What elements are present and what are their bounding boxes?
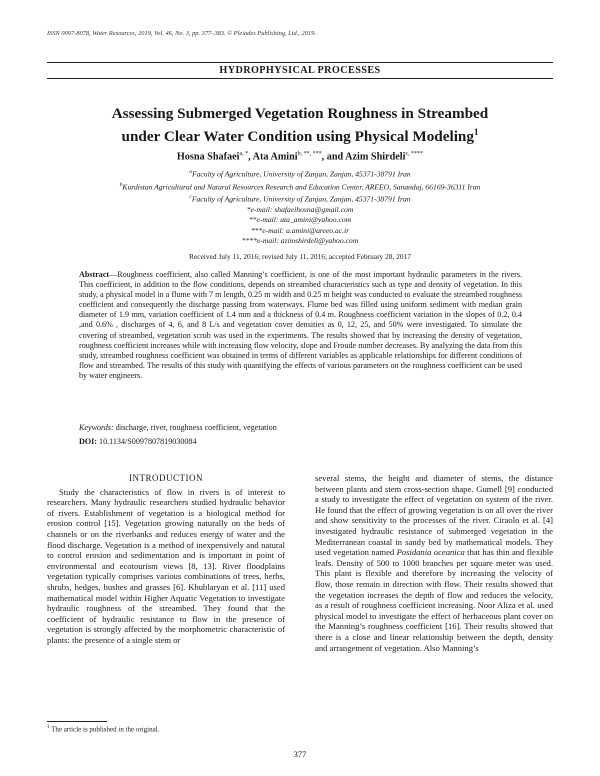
- author-name: Azim Shirdeli: [345, 151, 406, 163]
- paper-title: [60, 104, 540, 146]
- keywords: [79, 423, 522, 432]
- doi-value: 10.1134/S0097807819030084: [97, 437, 197, 446]
- doi: [79, 437, 522, 446]
- footnote-rule: [47, 721, 107, 722]
- author-marks: b, **, ***: [297, 151, 322, 157]
- email-line: ***e-mail: a.amini@areeo.ac.ir: [250, 225, 350, 235]
- affiliations: [47, 167, 553, 246]
- species-name: Posidania oceanica: [396, 547, 465, 558]
- email-line: **e-mail: ata_amini@yahoo.com: [248, 215, 352, 225]
- affiliation-line: $^c$Faculty of Agriculture, University of Zanjan, Zanjan, 45371-38791 Iran: [189, 194, 411, 204]
- footnote-text: The article is published in the original.: [49, 725, 160, 734]
- abstract-label: Abstract: [79, 270, 110, 279]
- received-dates: Received July 11, 2016; revised July 11, 2016; accepted February 28, 2017: [189, 252, 411, 261]
- affiliation-line: $^a$Faculty of Agriculture, University of Zanjan, Zanjan, 45371-38791 Iran: [189, 169, 411, 179]
- title-line-2: under Clear Water Condition using Physical Modeling$^1$: [121, 127, 479, 146]
- doi-label: DOI:: [79, 437, 97, 446]
- author-marks: a, *: [239, 151, 249, 157]
- body-paragraph: Study the characteristics of flow in rivers is of interest to researchers. Many hydraulic researchers studied hydraulic behavior of rivers. Establishment of vegetation is a biological method for erosion control [15]. Vegetation growing naturally on the beds of channels or on the riverbanks and reduces energy of water and the flood discharge. Vegetation is a method of inexpensively and natural to control erosion and sedimentation and is important in point of environmental and ecotourism views [8, 13]. River floodplains vegetation typically comprises various combinations of trees, herbs, shrubs, hedges, bushes and grasses [6]. Khublaryan et al. [11] used mathematical model within Higher Aquatic Vegetation to investigate hydraulic roughness of the streambed. They found that the coefficient of hydraulic resistance to flow in the presence of vegetation is strongly affected by the morphometric characteristic of plants: the presence of a single stem or: [47, 486, 285, 645]
- author-marks: c, ****: [405, 151, 424, 157]
- section-title: HYDROPHYSICAL PROCESSES: [219, 65, 381, 76]
- journal-reference: ISSN 0097-8078, Water Resources, 2019, Vol. 46, No. 3, pp. 377–383. © Pleiades Publishing, Ltd., 2019.: [47, 30, 316, 37]
- right-column: [315, 473, 553, 653]
- section-rule-top: [47, 62, 553, 63]
- author-name: Ata Amini: [252, 151, 298, 163]
- body-paragraph: several stems, the height and diameter of stems, the distance between plants and stem cross-section shape. Gumell [9] conducted a study to investigate the effect of vegetation on system of the river. He found that the effect of growing vegetation is on all over the river and show sensitivity to the processes of the river. Ciraolo et al. [4] investigated hydraulic resistance of submerged vegetation in the Mediterranean coastal in sandy bed by mathematical models. They used vegetation named Posidania oceanica that has thin and flexible leafs. Density of 500 to 1000 branches per square meter was used. This plant is flexible and therefore by increasing the velocity of flow, those remain in direction with flow. Their results showed that the vegetation increases the depth of flow and reduces the velocity, as a result of roughness coefficient increasing. Noor Aliza et al. used physical model to investigate the effect of herbaceous plant cover on the Manning’s roughness coefficient [16]. Their results showed that there is a close and linear relationship between the depth, density and arrangement of vegetation. Also Manning’s: [315, 473, 554, 653]
- email-line: ****e-mail: azimshirdeli@yahoo.com: [241, 235, 359, 245]
- left-column: [47, 473, 285, 646]
- keywords-label: Keywords:: [79, 423, 114, 432]
- author-list: Hosna Shafaei$^{a, *}$, Ata Amini$^{b, **, ***}$, and Azim Shirdeli$^{c, ****}$: [176, 151, 424, 163]
- author-name: Hosna Shafaei: [176, 151, 240, 163]
- title-footnote-mark: 1: [473, 127, 479, 137]
- page-number: 377: [293, 749, 307, 759]
- section-band: [47, 62, 553, 79]
- abstract: [79, 270, 522, 381]
- footnote-mark: 1: [47, 725, 50, 730]
- section-rule-bottom: [47, 78, 553, 79]
- footnote: [47, 725, 159, 733]
- abstract-text: —Roughness coefficient, also called Manning’s coefficient, is one of the most important hydraulic parameters in the rivers. This coefficient, in addition to the flow conditions, depends on streambed characteristics such as type and density of vegetation. In this study, a physical model in a flume with 7 m length, 0.25 m width and 0.25 m height was conducted to evaluate the streambed roughness coefficient and consequently the discharge passing from waterways. Flume bed was filled using uniform sediment with median grain diameter of 1.9 mm, variation coefficient of 1.4 mm and a thickness of 0.4 m. Roughness coefficient variation in the slopes of 0.2, 0.4 ,and 0.6% , discharges of 4, 6, and 8 L/s and vegetation cover densities as 0, 12, 25, and 50% were investigated. To simulate the covering of streambed, vegetation scrub was used in the experiments. The results showed that by increasing the density of vegetation, roughness coefficient increases while with increasing flow velocity, slope and Froude number decreases. By analyzing the data from this study, streambed roughness coefficient was obtained in terms of different variables as applicable relationships for different conditions of flow and streambed. The results of this study with quantifying the effects of various parameters on the roughness coefficient can be used by water engineers.: [79, 270, 522, 380]
- title-line-1: Assessing Submerged Vegetation Roughness in Streambed: [111, 105, 489, 122]
- email-line: *e-mail: shafaeihosna@gmail.com: [246, 205, 354, 215]
- affiliation-line: $^b$Kurdistan Agricultural and Natural Resources Research and Education Center, AREEO, Sanandaj, 66169-36311 Iran: [119, 181, 481, 192]
- section-heading-introduction: INTRODUCTION: [129, 473, 203, 483]
- keywords-text: discharge, river, roughness coefficient, vegetation: [113, 423, 277, 432]
